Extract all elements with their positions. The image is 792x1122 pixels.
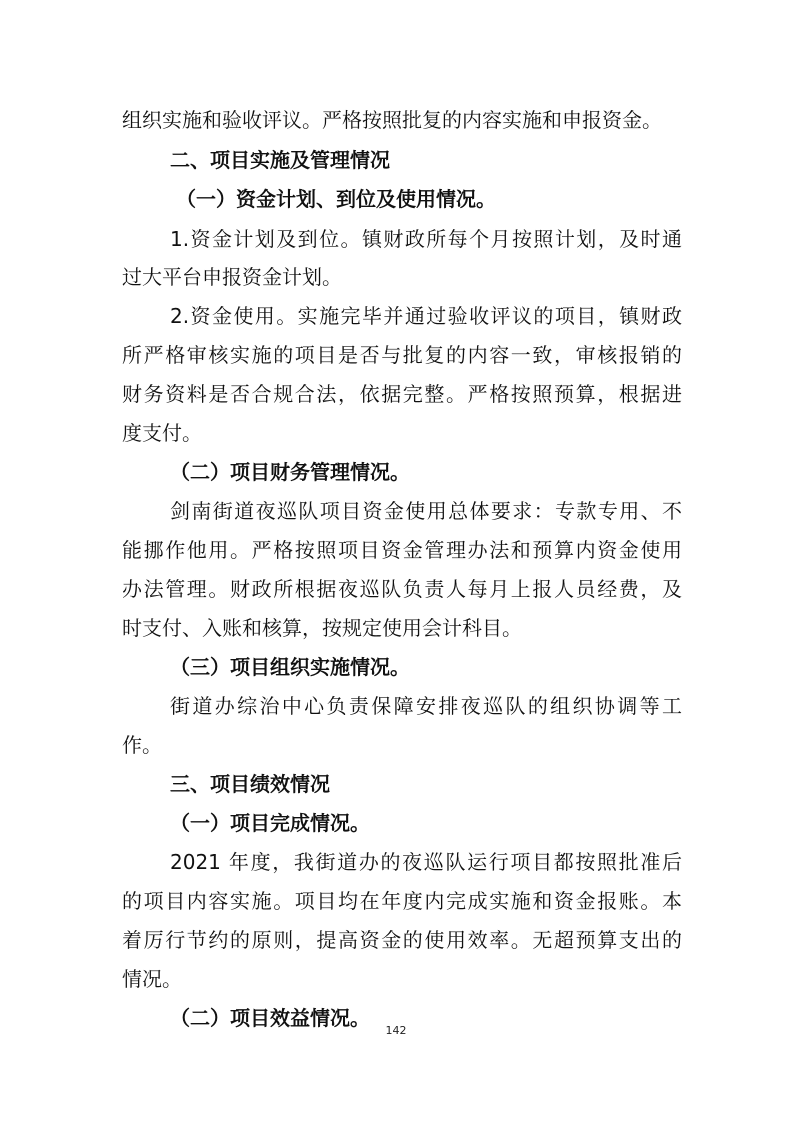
- paragraph-line: 作。: [122, 733, 162, 757]
- paragraph-line: 过大平台申报资金计划。: [122, 265, 342, 289]
- paragraph-line: 街道办综治中心负责保障安排夜巡队的组织协调等工: [170, 694, 682, 718]
- subsection-heading: （三）项目组织实施情况。: [170, 655, 410, 679]
- paragraph-line: 2.资金使用。实施完毕并通过验收评议的项目，镇财政: [170, 304, 682, 328]
- subsection-heading: （一）资金计划、到位及使用情况。: [176, 187, 496, 211]
- subsection-heading: （二）项目效益情况。: [170, 1006, 370, 1030]
- paragraph-line: 着厉行节约的原则，提高资金的使用效率。无超预算支出的: [122, 928, 682, 952]
- subsection-heading: （二）项目财务管理情况。: [170, 460, 410, 484]
- paragraph-line: 组织实施和验收评议。严格按照批复的内容实施和申报资金。: [122, 108, 662, 132]
- paragraph-line: 剑南街道夜巡队项目资金使用总体要求：专款专用、不: [170, 499, 682, 523]
- paragraph-line: 情况。: [122, 967, 182, 991]
- paragraph-line: 1.资金计划及到位。镇财政所每个月按照计划，及时通: [170, 227, 682, 251]
- paragraph-line: 办法管理。财政所根据夜巡队负责人每月上报人员经费，及: [122, 577, 682, 601]
- section-heading: 二、项目实施及管理情况: [170, 148, 390, 172]
- paragraph-line: 度支付。: [122, 421, 202, 445]
- page-number: 142: [385, 1024, 407, 1037]
- paragraph-line: 能挪作他用。严格按照项目资金管理办法和预算内资金使用: [122, 538, 682, 562]
- paragraph-line: 所严格审核实施的项目是否与批复的内容一致，审核报销的: [122, 343, 682, 367]
- paragraph-line: 的项目内容实施。项目均在年度内完成实施和资金报账。本: [122, 889, 682, 913]
- section-heading: 三、项目绩效情况: [170, 772, 330, 796]
- paragraph-line: 财务资料是否合规合法，依据完整。严格按照预算，根据进: [122, 382, 682, 406]
- subsection-heading: （一）项目完成情况。: [170, 811, 370, 835]
- paragraph-line: 时支付、入账和核算，按规定使用会计科目。: [122, 616, 522, 640]
- paragraph-line: 2021 年度，我街道办的夜巡队运行项目都按照批准后: [170, 850, 682, 874]
